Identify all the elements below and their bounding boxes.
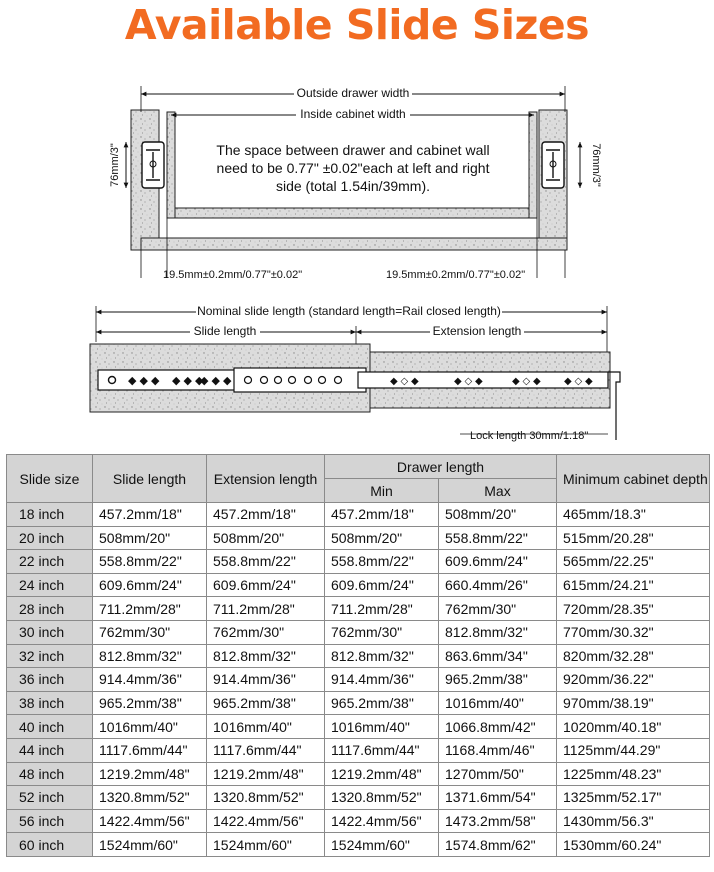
min-cabinet-depth-cell: 720mm/28.35" [557,597,710,621]
min-cabinet-depth-cell: 1125mm/44.29" [557,738,710,762]
min-cabinet-depth-cell: 615mm/24.21" [557,573,710,597]
diagram-card [4,72,710,454]
min-cabinet-depth-cell: 770mm/30.32" [557,620,710,644]
drawer-min-cell: 1219.2mm/48" [325,762,439,786]
min-cabinet-depth-cell: 1430mm/56.3" [557,809,710,833]
drawer-min-cell: 965.2mm/38" [325,691,439,715]
extension-length-cell: 914.4mm/36" [207,668,325,692]
slide-length-cell: 1320.8mm/52" [93,786,207,810]
slide-length-cell: 1524mm/60" [93,833,207,857]
drawer-max-cell: 812.8mm/32" [439,620,557,644]
table-row [7,503,710,527]
table-body [7,503,710,857]
extension-length-cell: 1219.2mm/48" [207,762,325,786]
min-cabinet-depth-cell: 920mm/36.22" [557,668,710,692]
lock-length-label: Lock length 30mm/1.18" [470,430,589,442]
header-slide-length: Slide length [93,455,207,503]
slide-size-table [6,454,710,857]
drawer-min-cell: 914.4mm/36" [325,668,439,692]
slide-side-view [90,304,620,442]
drawer-min-cell: 812.8mm/32" [325,644,439,668]
slide-length-cell: 1422.4mm/56" [93,809,207,833]
table-row [7,786,710,810]
svg-text:◆ ◆ ◆: ◆ ◆ ◆ [128,375,160,387]
middle-rail [234,368,366,392]
right-slide-profile [542,142,564,188]
min-cabinet-depth-cell: 515mm/20.28" [557,526,710,550]
table-row [7,644,710,668]
slide-size-cell: 24 inch [7,573,93,597]
outside-drawer-width-label: Outside drawer width [296,86,410,100]
slide-size-cell: 48 inch [7,762,93,786]
table-row [7,668,710,692]
slide-length-cell: 1117.6mm/44" [93,738,207,762]
left-slide-profile [142,142,164,188]
drawer-max-cell: 762mm/30" [439,597,557,621]
drawer-max-cell: 1168.4mm/46" [439,738,557,762]
cabinet-bottom-panel [141,238,567,250]
drawer-max-cell: 508mm/20" [439,503,557,527]
extension-length-cell: 508mm/20" [207,526,325,550]
svg-text:◆ ◇ ◆: ◆ ◇ ◆ [454,376,483,387]
extension-length-cell: 609.6mm/24" [207,573,325,597]
min-cabinet-depth-cell: 1020mm/40.18" [557,715,710,739]
slide-length-cell: 508mm/20" [93,526,207,550]
svg-text:◆ ◇ ◆: ◆ ◇ ◆ [512,376,541,387]
slide-length-cell: 457.2mm/18" [93,503,207,527]
drawer-max-cell: 1270mm/50" [439,762,557,786]
drawer-max-cell: 965.2mm/38" [439,668,557,692]
nominal-length-label: Nominal slide length (standard length=Rail closed length) [197,304,501,318]
extension-length-cell: 558.8mm/22" [207,550,325,574]
drawer-min-cell: 609.6mm/24" [325,573,439,597]
min-cabinet-depth-cell: 1325mm/52.17" [557,786,710,810]
slide-size-cell: 32 inch [7,644,93,668]
min-cabinet-depth-cell: 1225mm/48.23" [557,762,710,786]
left-gap-label: 19.5mm±0.2mm/0.77"±0.02" [163,269,303,281]
table-row [7,738,710,762]
min-cabinet-depth-cell: 465mm/18.3" [557,503,710,527]
extension-length-cell: 1016mm/40" [207,715,325,739]
extension-length-cell: 762mm/30" [207,620,325,644]
drawer-min-cell: 1320.8mm/52" [325,786,439,810]
slide-size-cell: 38 inch [7,691,93,715]
drawer-max-cell: 1473.2mm/58" [439,809,557,833]
extension-length-cell: 711.2mm/28" [207,597,325,621]
drawer-min-cell: 457.2mm/18" [325,503,439,527]
drawer-min-cell: 1422.4mm/56" [325,809,439,833]
header-extension-length: Extension length [207,455,325,503]
slide-length-cell: 609.6mm/24" [93,573,207,597]
table-row [7,715,710,739]
drawer-left-side [167,112,175,218]
table-row [7,809,710,833]
drawer-min-cell: 508mm/20" [325,526,439,550]
extension-length-cell: 457.2mm/18" [207,503,325,527]
extension-length-cell: 1117.6mm/44" [207,738,325,762]
drawer-max-cell: 1371.6mm/54" [439,786,557,810]
page-title: Available Slide Sizes [124,1,590,49]
min-cabinet-depth-cell: 820mm/32.28" [557,644,710,668]
table-row [7,550,710,574]
inside-cabinet-width-label: Inside cabinet width [300,107,406,121]
svg-text:◆ ◇ ◆: ◆ ◇ ◆ [390,376,419,387]
extension-length-cell: 1320.8mm/52" [207,786,325,810]
header-drawer-min: Min [325,479,439,503]
right-height-label: 76mm/3" [590,143,602,187]
drawer-min-cell: 1117.6mm/44" [325,738,439,762]
slide-size-cell: 28 inch [7,597,93,621]
extension-length-cell: 812.8mm/32" [207,644,325,668]
extension-length-cell: 1422.4mm/56" [207,809,325,833]
slide-length-cell: 1219.2mm/48" [93,762,207,786]
slide-size-cell: 22 inch [7,550,93,574]
spacing-note-line-3: side (total 1.54in/39mm). [275,178,431,194]
slide-size-cell: 44 inch [7,738,93,762]
header-slide-size: Slide size [7,455,93,503]
drawer-min-cell: 1524mm/60" [325,833,439,857]
slide-length-cell: 711.2mm/28" [93,597,207,621]
drawer-max-cell: 863.6mm/34" [439,644,557,668]
slide-diagram [4,72,710,454]
min-cabinet-depth-cell: 970mm/38.19" [557,691,710,715]
svg-text:◆ ◆ ◆: ◆ ◆ ◆ [200,375,232,387]
slide-size-cell: 20 inch [7,526,93,550]
slide-size-cell: 18 inch [7,503,93,527]
drawer-min-cell: 558.8mm/22" [325,550,439,574]
extension-length-label: Extension length [432,324,522,338]
drawer-max-cell: 609.6mm/24" [439,550,557,574]
right-gap-label: 19.5mm±0.2mm/0.77"±0.02" [386,269,526,281]
svg-text:◆ ◇ ◆: ◆ ◇ ◆ [564,376,593,387]
table-row [7,597,710,621]
drawer-min-cell: 1016mm/40" [325,715,439,739]
slide-size-cell: 56 inch [7,809,93,833]
spacing-note-line-1: The space between drawer and cabinet wall [216,142,490,158]
drawer-max-cell: 660.4mm/26" [439,573,557,597]
table-row [7,833,710,857]
slide-length-cell: 762mm/30" [93,620,207,644]
drawer-max-cell: 1066.8mm/42" [439,715,557,739]
left-height-label: 76mm/3" [109,143,121,187]
table-row [7,620,710,644]
drawer-right-side [529,112,537,218]
slide-size-cell: 30 inch [7,620,93,644]
spacing-note-line-2: need to be 0.77" ±0.02"each at left and right [216,160,490,176]
slide-length-cell: 812.8mm/32" [93,644,207,668]
header-min-cabinet-depth: Minimum cabinet depth [557,455,710,503]
header-drawer-length: Drawer length [325,455,557,479]
slide-size-cell: 52 inch [7,786,93,810]
drawer-max-cell: 558.8mm/22" [439,526,557,550]
slide-size-cell: 40 inch [7,715,93,739]
drawer-min-cell: 711.2mm/28" [325,597,439,621]
slide-length-cell: 914.4mm/36" [93,668,207,692]
drawer-bottom [167,208,537,218]
slide-length-cell: 558.8mm/22" [93,550,207,574]
slide-length-cell: 965.2mm/38" [93,691,207,715]
slide-length-cell: 1016mm/40" [93,715,207,739]
table-row [7,762,710,786]
drawer-min-cell: 762mm/30" [325,620,439,644]
min-cabinet-depth-cell: 1530mm/60.24" [557,833,710,857]
slide-length-label: Slide length [193,324,257,338]
drawer-max-cell: 1574.8mm/62" [439,833,557,857]
svg-text:◆ ◆ ◆: ◆ ◆ ◆ [172,375,204,387]
slide-size-cell: 36 inch [7,668,93,692]
table-row [7,691,710,715]
slide-size-table-container [6,454,709,857]
header-drawer-max: Max [439,479,557,503]
extension-length-cell: 1524mm/60" [207,833,325,857]
table-row [7,573,710,597]
min-cabinet-depth-cell: 565mm/22.25" [557,550,710,574]
extension-length-cell: 965.2mm/38" [207,691,325,715]
drawer-max-cell: 1016mm/40" [439,691,557,715]
table-row [7,526,710,550]
slide-size-cell: 60 inch [7,833,93,857]
cabinet-cross-section [109,86,602,281]
